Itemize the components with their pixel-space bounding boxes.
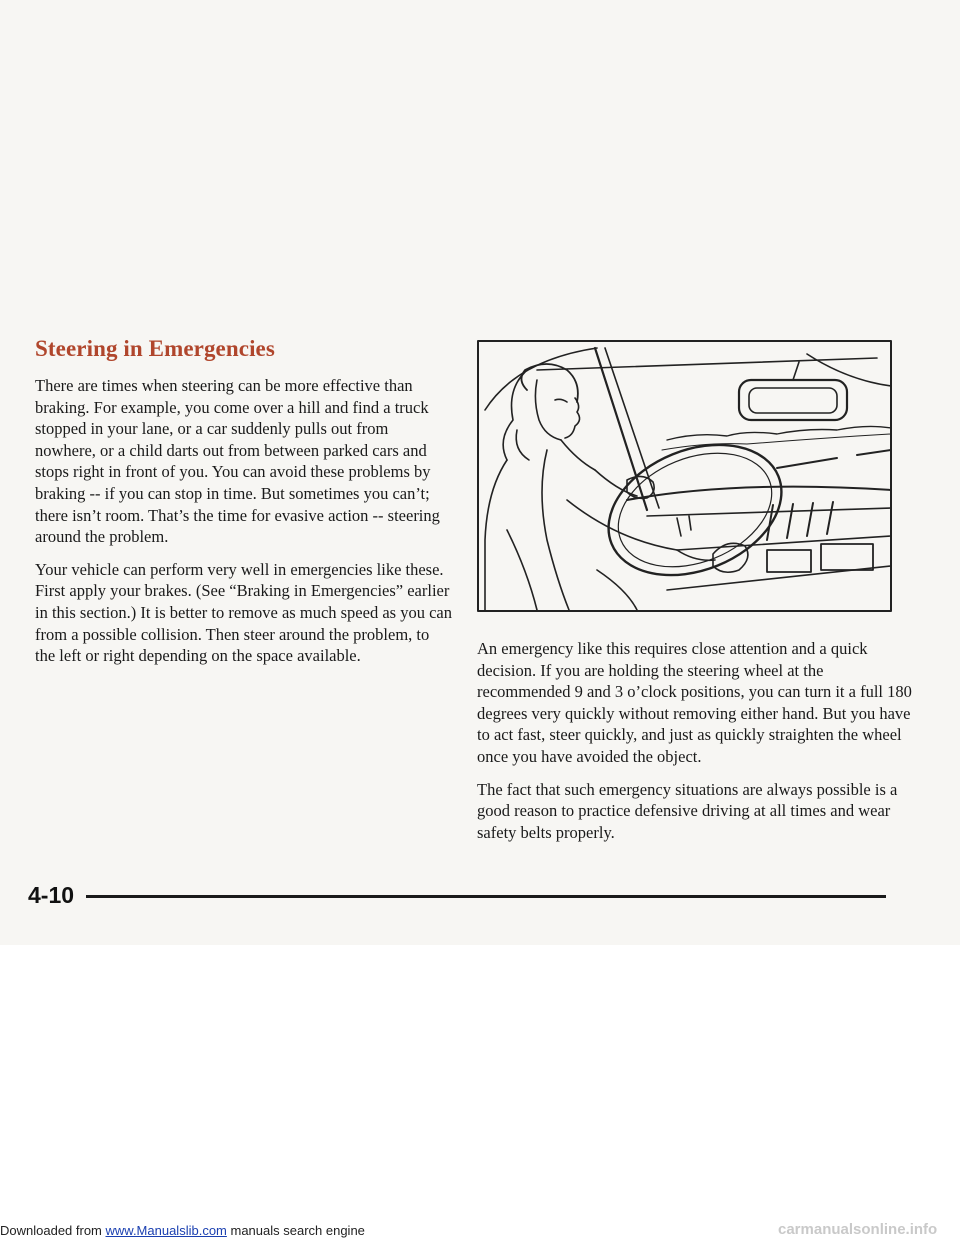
paragraph-defensive-driving: The fact that such emergency situations are always possible is a good reason to practice defensive driving at all times and wear safety belts properly.	[477, 779, 898, 842]
download-prefix: Downloaded from	[0, 1223, 106, 1238]
watermark: carmanualsonline.info	[778, 1221, 938, 1238]
paragraph-vehicle-performance: Your vehicle can perform very well in emergencies like these. First apply your brakes. (See “Braking in Emergencies” earlier in this section.) It is better to remove as much speed as you can from a possible collision. Then steer around the problem, to the left or right depending on the space available.	[35, 559, 452, 666]
footer-rule	[86, 895, 886, 898]
left-column	[35, 375, 453, 678]
download-bar	[0, 1223, 365, 1238]
rearview-mirror	[739, 380, 847, 420]
download-suffix: manuals search engine	[226, 1223, 365, 1238]
paragraph-attention: An emergency like this requires close attention and a quick decision. If you are holding the steering wheel at the recommended 9 and 3 o’clock positions, you can turn it a full 180 degrees very quickly without removing either hand. But you have to act fast, steer quickly, and just as quickly straighten the wheel once you have avoided the object.	[477, 639, 912, 766]
manualslib-link[interactable]: www.Manualslib.com	[105, 1223, 227, 1238]
page-number: 4-10	[28, 882, 75, 908]
section-title: Steering in Emergencies	[35, 336, 275, 361]
paragraph-intro: There are times when steering can be more effective than braking. For example, you come over a hill and find a truck stopped in your lane, or a car suddenly pulls out from nowhere, or a child darts out from between parked cars and stops right in front of you. You can avoid these problems by braking -- if you can stop in time. But sometimes you can’t; there isn’t room. That’s the time for evasive action -- steering around the problem.	[35, 376, 440, 547]
driver-steering-illustration	[477, 340, 892, 612]
right-column	[477, 638, 917, 854]
